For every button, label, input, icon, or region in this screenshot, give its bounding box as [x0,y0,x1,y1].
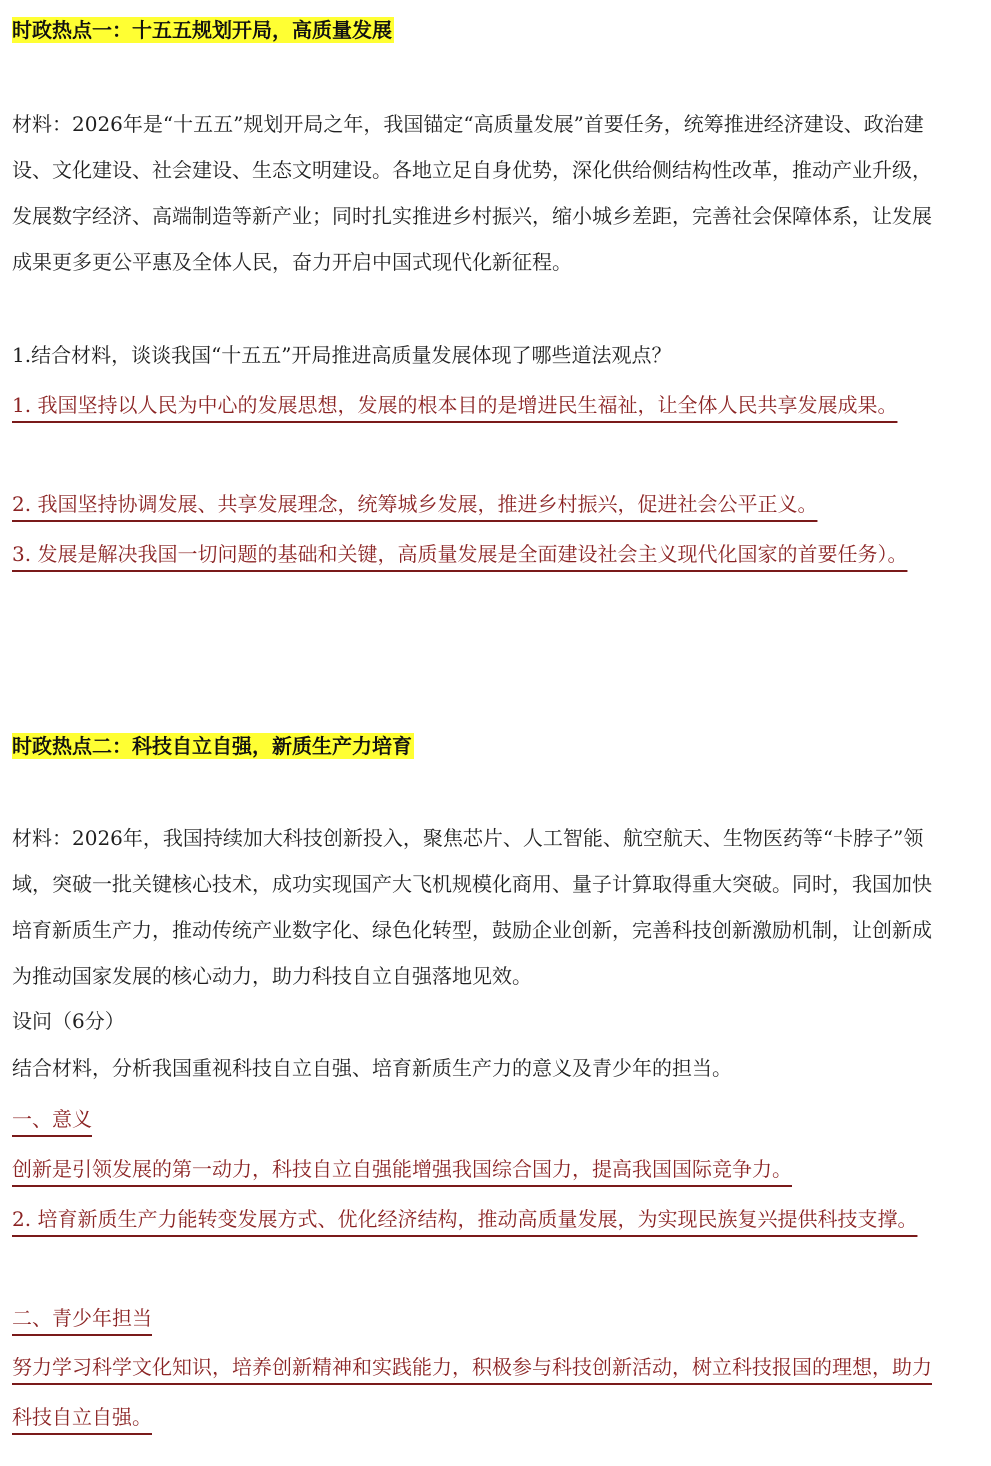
section1-material: 材料：2026年是“十五五”规划开局之年，我国锚定“高质量发展”首要任务，统筹推进经济建设、政治建设、文化建设、社会建设、生态文明建设。各地立足自身优势，深化供给侧结构性改革，推动产业升级，发展数字经济、高端制造等新产业；同时扎实推进乡村振兴，缩小城乡差距，完善社会保障体系，让发展成果更多更公平惠及全体人民，奋力开启中国式现代化新征程。 [12,112,932,274]
section2-answer-3: 努力学习科学文化知识，培养创新精神和实践能力，积极参与科技创新活动，树立科技报国的理想，助力科技自立自强。 [12,1355,932,1429]
section2-heading: 时政热点二：科技自立自强，新质生产力培育 [12,734,412,758]
section1-answer-2: 2. 我国坚持协调发展、共享发展理念，统筹城乡发展，推进乡村振兴，促进社会公平正义。 [12,492,818,516]
section2-material: 材料：2026年，我国持续加大科技创新投入，聚焦芯片、人工智能、航空航天、生物医药等“卡脖子”领域，突破一批关键核心技术，成功实现国产大飞机规模化商用、量子计算取得重大突破。同时，我国加快培育新质生产力，推动传统产业数字化、绿色化转型，鼓励企业创新，完善科技创新激励机制，让创新成为推动国家发展的核心动力，助力科技自立自强落地见效。 [12,826,932,988]
section2-answer-1: 创新是引领发展的第一动力，科技自立自强能增强我国综合国力，提高我国国际竞争力。 [12,1157,792,1181]
section1-answer-3: 3. 发展是解决我国一切问题的基础和关键，高质量发展是全面建设社会主义现代化国家的首要任务）。 [12,542,908,566]
section1-question: 1.结合材料，谈谈我国“十五五”开局推进高质量发展体现了哪些道法观点？ [12,343,672,367]
section2-answer-heading-significance: 一、意义 [12,1107,92,1131]
section2-answer-heading-youth: 二、青少年担当 [12,1306,152,1330]
section2-answer-2: 2. 培育新质生产力能转变发展方式、优化经济结构，推动高质量发展，为实现民族复兴提供科技支撑。 [12,1207,918,1231]
section1-answer-1: 1. 我国坚持以人民为中心的发展思想，发展的根本目的是增进民生福祉，让全体人民共享发展成果。 [12,393,898,417]
section1-heading: 时政热点一：十五五规划开局，高质量发展 [12,18,392,42]
section2-question: 结合材料，分析我国重视科技自立自强、培育新质生产力的意义及青少年的担当。 [12,1056,732,1080]
section2-question-label: 设问（6分） [12,1009,125,1033]
